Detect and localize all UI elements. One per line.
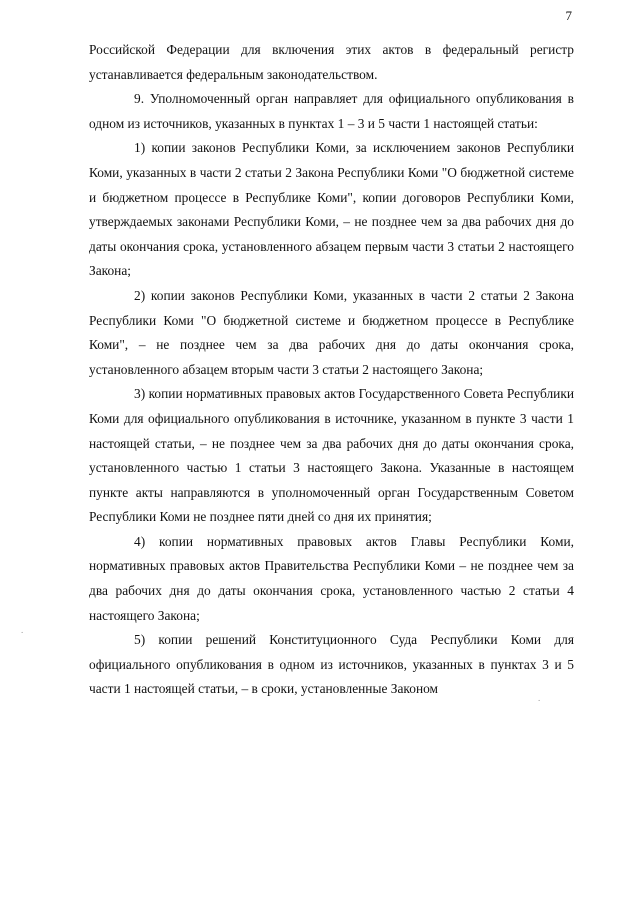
paragraph-subitem-2: 2) копии законов Республики Коми, указанных в части 2 статьи 2 Закона Республики Коми "О бюджетной системе и бюджетном процессе в Республике Коми", – не позднее чем за два рабочих дня до даты окончания срока, установленного абзацем вторым части 3 статьи 2 настоящего Закона;: [89, 287, 574, 377]
page-number: 7: [565, 8, 572, 23]
paragraph-subitem-3: 3) копии нормативных правовых актов Государственного Совета Республики Коми для официального опубликования в источнике, указанном в пункте 3 части 1 настоящей статьи, – не позднее чем за два рабочих дня до даты окончания срока, установленного частью 1 статьи 3 настоящего Закона. Указанные в настоящем пункте акты направляются в уполномоченный орган Государственным Советом Республики Коми не позднее пяти дней со дня их принятия;: [89, 386, 574, 525]
paragraph-item-9: 9. Уполномоченный орган направляет для официального опубликования в одном из источников, указанных в пунктах 1 – 3 и 5 части 1 настоящей статьи:: [89, 91, 574, 131]
body-text: [89, 38, 574, 702]
scan-mark-right: .: [538, 693, 541, 703]
scan-mark-left: .: [21, 625, 24, 635]
paragraph-subitem-5: 5) копии решений Конституционного Суда Республики Коми для официального опубликования в одном из источников, указанных в пунктах 3 и 5 части 1 настоящей статьи, – в сроки, установленные Законом: [89, 632, 574, 697]
paragraph-subitem-4: 4) копии нормативных правовых актов Главы Республики Коми, нормативных правовых актов Правительства Республики Коми – не позднее чем за два рабочих дня до даты окончания срока, установленного частью 2 статьи 4 настоящего Закона;: [89, 533, 574, 623]
paragraph-continuation: Российской Федерации для включения этих актов в федеральный регистр устанавливается федеральным законодательством.: [89, 42, 574, 82]
paragraph-subitem-1: 1) копии законов Республики Коми, за исключением законов Республики Коми, указанных в части 2 статьи 2 Закона Республики Коми "О бюджетной системе и бюджетном процессе в Республике Коми", копии договоров Республики Коми, утверждаемых законами Республики Коми, – не позднее чем за два рабочих дня до даты окончания срока, установленного абзацем первым части 3 статьи 2 настоящего Закона;: [89, 140, 574, 279]
